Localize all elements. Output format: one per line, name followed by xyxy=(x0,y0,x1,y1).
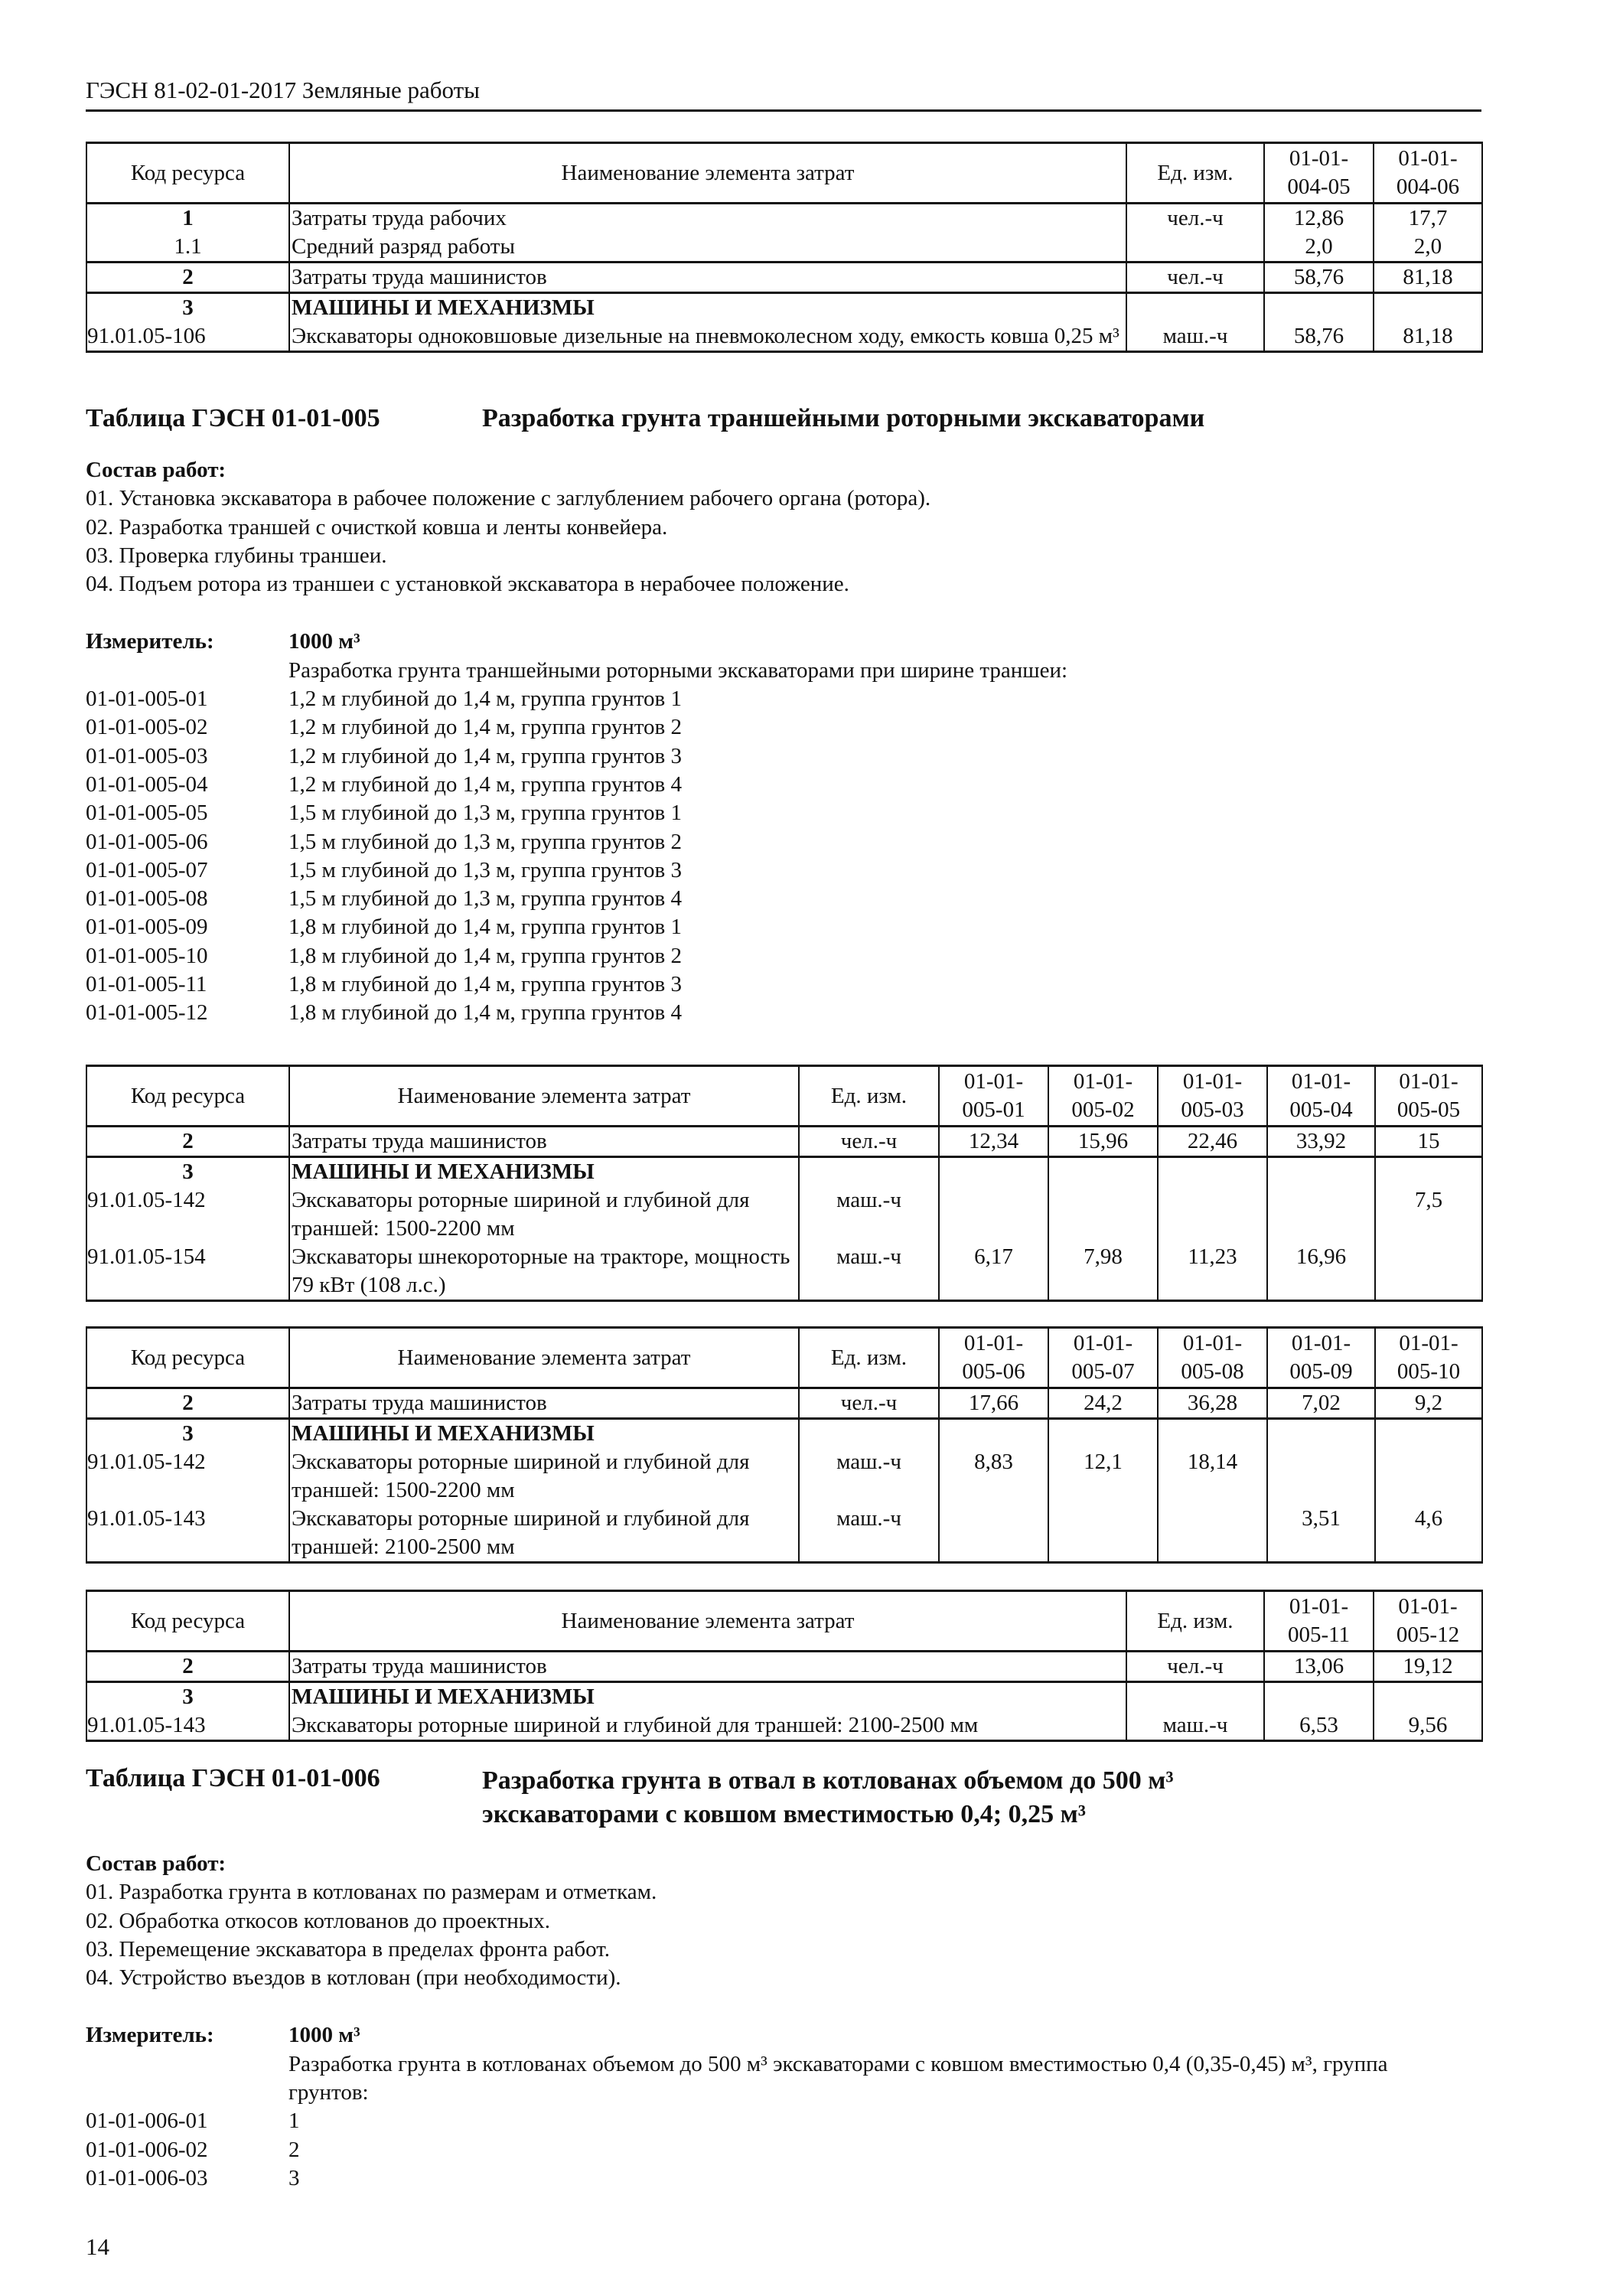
resource-table-005-b xyxy=(86,1326,1481,1564)
column-header: 01-01- 004-05 xyxy=(1264,143,1374,204)
unit xyxy=(1126,1682,1264,1712)
item-code: 01-01-005-05 xyxy=(86,801,208,826)
table-title-line1: Разработка грунта в отвал в котлованах объемом до 500 м³ xyxy=(482,1766,1174,1795)
item-code: 01-01-005-07 xyxy=(86,857,208,882)
norm-value xyxy=(1374,1682,1482,1712)
column-header: Ед. изм. xyxy=(1126,143,1264,204)
resource-code: 91.01.05-143 xyxy=(86,1711,289,1741)
work-step: 04. Устройство въездов в котлован (при необходимости). xyxy=(86,1965,621,1991)
resource-name: Средний разряд работы xyxy=(289,233,1126,263)
unit: маш.-ч xyxy=(1126,322,1264,352)
resource-table xyxy=(86,1326,1483,1564)
item-text: 1,8 м глубиной до 1,4 м, группа грунтов 4 xyxy=(288,1000,682,1026)
table-row xyxy=(86,1388,1482,1419)
list-item xyxy=(86,713,1481,742)
item-code: 01-01-006-02 xyxy=(86,2137,208,2162)
code-list xyxy=(86,685,1481,1028)
list-item xyxy=(86,742,1481,771)
row-group xyxy=(86,1157,1482,1301)
list-item xyxy=(86,2164,1481,2193)
column-header: 01-01- 005-12 xyxy=(1374,1591,1482,1652)
table-number: Таблица ГЭСН 01-01-006 xyxy=(86,1764,380,1792)
measure-row xyxy=(86,2021,1481,2050)
table-row xyxy=(86,293,1482,323)
norm-value xyxy=(939,1505,1048,1563)
list-item xyxy=(86,799,1481,827)
norm-value xyxy=(939,1419,1048,1449)
column-header: Ед. изм. xyxy=(799,1328,939,1388)
section-005 xyxy=(86,404,1481,1028)
page-number: 14 xyxy=(86,2233,109,2260)
norm-value xyxy=(1375,1419,1482,1449)
norm-value: 58,76 xyxy=(1264,263,1374,293)
item-code: 01-01-005-02 xyxy=(86,715,208,740)
item-code: 01-01-005-03 xyxy=(86,743,208,768)
item-text: 1,5 м глубиной до 1,3 м, группа грунтов 4 xyxy=(288,886,682,912)
resource-code: 1.1 xyxy=(86,233,289,263)
column-header: 01-01- 004-06 xyxy=(1374,143,1482,204)
column-header: Наименование элемента затрат xyxy=(289,143,1126,204)
row-group xyxy=(86,263,1482,293)
table-row xyxy=(86,1127,1482,1157)
norm-value: 13,06 xyxy=(1264,1652,1374,1682)
item-text: 1,2 м глубиной до 1,4 м, группа грунтов 1 xyxy=(288,687,682,712)
work-step: 04. Подъем ротора из траншеи с установкой экскаватора в нерабочее положение. xyxy=(86,572,849,597)
works-label: Состав работ: xyxy=(86,458,227,482)
norm-value xyxy=(1158,1419,1267,1449)
item-code: 01-01-005-11 xyxy=(86,972,207,997)
row-group xyxy=(86,1652,1482,1682)
resource-name: Экскаваторы одноковшовые дизельные на пневмоколесном ходу, емкость ковша 0,25 м³ xyxy=(289,322,1126,352)
measure-row xyxy=(86,628,1481,656)
unit: чел.-ч xyxy=(799,1388,939,1419)
item-text: 1,8 м глубиной до 1,4 м, группа грунтов 1 xyxy=(288,915,682,940)
norm-value: 3,51 xyxy=(1267,1505,1375,1563)
norm-value: 17,7 xyxy=(1374,204,1482,233)
list-item xyxy=(86,913,1481,941)
work-step: 01. Установка экскаватора в рабочее положение с заглублением рабочего органа (ротора). xyxy=(86,486,931,511)
unit: маш.-ч xyxy=(799,1448,939,1505)
unit xyxy=(799,1157,939,1187)
norm-value: 12,86 xyxy=(1264,204,1374,233)
work-step: 01. Разработка грунта в котлованах по размерам и отметкам. xyxy=(86,1880,657,1905)
column-header: Код ресурса xyxy=(86,143,289,204)
item-text: 2 xyxy=(288,2137,300,2162)
resource-name: Затраты труда машинистов xyxy=(289,263,1126,293)
norm-value xyxy=(1048,1186,1158,1243)
norm-value: 7,5 xyxy=(1375,1186,1482,1243)
norm-value: 2,0 xyxy=(1264,233,1374,263)
resource-name: Экскаваторы роторные шириной и глубиной для траншей: 2100-2500 мм xyxy=(289,1505,799,1563)
resource-table xyxy=(86,142,1483,353)
norm-value: 81,18 xyxy=(1374,263,1482,293)
unit: чел.-ч xyxy=(1126,1652,1264,1682)
unit: маш.-ч xyxy=(1126,1711,1264,1741)
norm-value: 36,28 xyxy=(1158,1388,1267,1419)
item-text: 1,5 м глубиной до 1,3 м, группа грунтов 3 xyxy=(288,857,682,882)
section-006 xyxy=(86,1764,1481,2193)
unit xyxy=(1126,293,1264,323)
item-code: 01-01-005-08 xyxy=(86,886,208,912)
norm-value xyxy=(1267,1448,1375,1505)
resource-code: 3 xyxy=(86,293,289,323)
norm-value: 4,6 xyxy=(1375,1505,1482,1563)
norm-value: 22,46 xyxy=(1158,1127,1267,1157)
work-step: 03. Перемещение экскаватора в пределах фронта работ. xyxy=(86,1936,610,1962)
norm-value: 8,83 xyxy=(939,1448,1048,1505)
list-item xyxy=(86,970,1481,999)
unit: чел.-ч xyxy=(799,1127,939,1157)
list-item xyxy=(86,685,1481,713)
table-row xyxy=(86,1652,1482,1682)
norm-value xyxy=(1375,1157,1482,1187)
resource-code: 2 xyxy=(86,1127,289,1157)
items-intro: Разработка грунта в котлованах объемом до 500 м³ экскаваторами с ковшом вместимостью 0,4 (0,35-0,45) м³, группа грунтов: xyxy=(288,2051,1388,2105)
column-header: 01-01- 005-07 xyxy=(1048,1328,1158,1388)
item-code: 01-01-005-09 xyxy=(86,915,208,940)
norm-value: 16,96 xyxy=(1267,1243,1375,1301)
list-item xyxy=(86,771,1481,799)
item-code: 01-01-005-10 xyxy=(86,943,208,968)
unit: маш.-ч xyxy=(799,1186,939,1243)
resource-code: 3 xyxy=(86,1419,289,1449)
table-row xyxy=(86,233,1482,263)
item-text: 1,5 м глубиной до 1,3 м, группа грунтов 1 xyxy=(288,801,682,826)
measure-value: 1000 м³ xyxy=(288,629,360,654)
item-code: 01-01-006-03 xyxy=(86,2165,208,2190)
norm-value: 15,96 xyxy=(1048,1127,1158,1157)
column-header: Код ресурса xyxy=(86,1066,289,1127)
unit: чел.-ч xyxy=(1126,204,1264,233)
column-header: 01-01- 005-06 xyxy=(939,1328,1048,1388)
norm-value: 17,66 xyxy=(939,1388,1048,1419)
norm-value: 6,53 xyxy=(1264,1711,1374,1741)
row-group xyxy=(86,1127,1482,1157)
norm-value: 12,1 xyxy=(1048,1448,1158,1505)
resource-code: 1 xyxy=(86,204,289,233)
table-row xyxy=(86,204,1482,233)
norm-value: 58,76 xyxy=(1264,322,1374,352)
resource-table xyxy=(86,1590,1483,1742)
norm-value xyxy=(939,1186,1048,1243)
table-row xyxy=(86,1186,1482,1243)
table-title-line2: экскаваторами с ковшом вместимостью 0,4; 0,25 м³ xyxy=(482,1800,1086,1828)
resource-code: 2 xyxy=(86,263,289,293)
table-number: Таблица ГЭСН 01-01-005 xyxy=(86,404,380,432)
resource-name: МАШИНЫ И МЕХАНИЗМЫ xyxy=(289,293,1126,323)
norm-value: 7,98 xyxy=(1048,1243,1158,1301)
unit: маш.-ч xyxy=(799,1243,939,1301)
list-item xyxy=(86,885,1481,913)
resource-table-005-c xyxy=(86,1590,1481,1742)
table-row xyxy=(86,1682,1482,1712)
norm-value xyxy=(1264,293,1374,323)
item-code: 01-01-005-01 xyxy=(86,687,208,712)
item-text: 1,8 м глубиной до 1,4 м, группа грунтов 3 xyxy=(288,972,682,997)
norm-value: 19,12 xyxy=(1374,1652,1482,1682)
resource-name: Затраты труда машинистов xyxy=(289,1388,799,1419)
norm-value xyxy=(1375,1243,1482,1301)
item-text: 1,5 м глубиной до 1,3 м, группа грунтов 2 xyxy=(288,829,682,854)
running-header: ГЭСН 81-02-01-2017 Земляные работы xyxy=(86,77,480,103)
row-group xyxy=(86,1419,1482,1563)
resource-name: Экскаваторы роторные шириной и глубиной для траншей: 1500-2200 мм xyxy=(289,1186,799,1243)
resource-code: 2 xyxy=(86,1652,289,1682)
norm-value: 15 xyxy=(1375,1127,1482,1157)
resource-name: МАШИНЫ И МЕХАНИЗМЫ xyxy=(289,1419,799,1449)
unit: маш.-ч xyxy=(799,1505,939,1563)
unit: чел.-ч xyxy=(1126,263,1264,293)
norm-value xyxy=(1264,1682,1374,1712)
work-step: 03. Проверка глубины траншеи. xyxy=(86,543,387,568)
table-row xyxy=(86,322,1482,352)
resource-table-004 xyxy=(86,142,1481,353)
column-header: 01-01- 005-02 xyxy=(1048,1066,1158,1127)
resource-name: Экскаваторы роторные шириной и глубиной для траншей: 2100-2500 мм xyxy=(289,1711,1126,1741)
row-group xyxy=(86,204,1482,263)
norm-value: 2,0 xyxy=(1374,233,1482,263)
table-row xyxy=(86,1711,1482,1741)
norm-value: 33,92 xyxy=(1267,1127,1375,1157)
item-text: 1,2 м глубиной до 1,4 м, группа грунтов 4 xyxy=(288,771,682,797)
item-text: 3 xyxy=(288,2165,300,2190)
resource-name: Затраты труда рабочих xyxy=(289,204,1126,233)
column-header: Наименование элемента затрат xyxy=(289,1591,1126,1652)
section-title xyxy=(86,1764,1481,1831)
list-item xyxy=(86,942,1481,970)
unit xyxy=(799,1419,939,1449)
item-text: 1,2 м глубиной до 1,4 м, группа грунтов 2 xyxy=(288,715,682,740)
norm-value xyxy=(1048,1505,1158,1563)
column-header: 01-01- 005-04 xyxy=(1267,1066,1375,1127)
norm-value: 7,02 xyxy=(1267,1388,1375,1419)
norm-value xyxy=(1158,1157,1267,1187)
norm-value xyxy=(1375,1448,1482,1505)
table-row xyxy=(86,1157,1482,1187)
resource-name: МАШИНЫ И МЕХАНИЗМЫ xyxy=(289,1157,799,1187)
measure-label: Измеритель: xyxy=(86,629,214,654)
item-code: 01-01-005-12 xyxy=(86,1000,208,1026)
norm-value xyxy=(1267,1186,1375,1243)
column-header: 01-01- 005-11 xyxy=(1264,1591,1374,1652)
table-row xyxy=(86,1243,1482,1301)
resource-name: Экскаваторы шнекороторные на тракторе, мощность 79 кВт (108 л.с.) xyxy=(289,1243,799,1301)
resource-code: 3 xyxy=(86,1157,289,1187)
items-intro: Разработка грунта траншейными роторными экскаваторами при ширине траншеи: xyxy=(288,657,1068,683)
column-header: Ед. изм. xyxy=(799,1066,939,1127)
table-title: Разработка грунта траншейными роторными экскаваторами xyxy=(482,404,1205,432)
norm-value: 12,34 xyxy=(939,1127,1048,1157)
column-header: 01-01- 005-05 xyxy=(1375,1066,1482,1127)
norm-value: 81,18 xyxy=(1374,322,1482,352)
norm-value xyxy=(1048,1419,1158,1449)
list-item xyxy=(86,856,1481,885)
column-header: 01-01- 005-03 xyxy=(1158,1066,1267,1127)
resource-code: 91.01.05-142 xyxy=(86,1448,289,1505)
works-label: Состав работ: xyxy=(86,1851,227,1876)
unit xyxy=(1126,233,1264,263)
list-item xyxy=(86,999,1481,1027)
column-header: Код ресурса xyxy=(86,1591,289,1652)
row-group xyxy=(86,293,1482,352)
norm-value: 18,14 xyxy=(1158,1448,1267,1505)
column-header: Ед. изм. xyxy=(1126,1591,1264,1652)
resource-table xyxy=(86,1065,1483,1302)
table-row xyxy=(86,1505,1482,1563)
table-row xyxy=(86,1419,1482,1449)
item-code: 01-01-005-06 xyxy=(86,829,208,854)
norm-value xyxy=(1158,1505,1267,1563)
resource-table-005-a xyxy=(86,1065,1481,1302)
works-list xyxy=(86,484,1481,598)
resource-name: Экскаваторы роторные шириной и глубиной для траншей: 1500-2200 мм xyxy=(289,1448,799,1505)
column-header: Код ресурса xyxy=(86,1328,289,1388)
norm-value xyxy=(1374,293,1482,323)
measure-value: 1000 м³ xyxy=(288,2023,360,2048)
norm-value: 11,23 xyxy=(1158,1243,1267,1301)
table-row xyxy=(86,263,1482,293)
column-header: 01-01- 005-08 xyxy=(1158,1328,1267,1388)
work-step: 02. Обработка откосов котлованов до проектных. xyxy=(86,1908,551,1933)
row-group xyxy=(86,1388,1482,1419)
column-header: 01-01- 005-09 xyxy=(1267,1328,1375,1388)
header-rule xyxy=(86,109,1481,112)
resource-name: Затраты труда машинистов xyxy=(289,1127,799,1157)
norm-value xyxy=(1158,1186,1267,1243)
list-item xyxy=(86,828,1481,856)
norm-value xyxy=(1048,1157,1158,1187)
list-item xyxy=(86,2136,1481,2164)
norm-value: 6,17 xyxy=(939,1243,1048,1301)
list-item xyxy=(86,2107,1481,2135)
norm-value xyxy=(1267,1157,1375,1187)
item-text: 1 xyxy=(288,2108,300,2134)
resource-name: Затраты труда машинистов xyxy=(289,1652,1126,1682)
item-code: 01-01-005-04 xyxy=(86,771,208,797)
norm-value xyxy=(1267,1419,1375,1449)
column-header: 01-01- 005-01 xyxy=(939,1066,1048,1127)
works-list xyxy=(86,1878,1481,1992)
code-list xyxy=(86,2107,1481,2193)
resource-code: 2 xyxy=(86,1388,289,1419)
resource-name: МАШИНЫ И МЕХАНИЗМЫ xyxy=(289,1682,1126,1712)
column-header: Наименование элемента затрат xyxy=(289,1066,799,1127)
item-text: 1,8 м глубиной до 1,4 м, группа грунтов 2 xyxy=(288,943,682,968)
column-header: Наименование элемента затрат xyxy=(289,1328,799,1388)
resource-code: 91.01.05-154 xyxy=(86,1243,289,1301)
norm-value: 24,2 xyxy=(1048,1388,1158,1419)
resource-code: 91.01.05-143 xyxy=(86,1505,289,1563)
measure-label: Измеритель: xyxy=(86,2023,214,2048)
resource-code: 91.01.05-142 xyxy=(86,1186,289,1243)
norm-value xyxy=(939,1157,1048,1187)
table-row xyxy=(86,1448,1482,1505)
norm-value: 9,2 xyxy=(1375,1388,1482,1419)
work-step: 02. Разработка траншей с очисткой ковша и ленты конвейера. xyxy=(86,514,668,540)
item-text: 1,2 м глубиной до 1,4 м, группа грунтов 3 xyxy=(288,743,682,768)
column-header: 01-01- 005-10 xyxy=(1375,1328,1482,1388)
resource-code: 91.01.05-106 xyxy=(86,322,289,352)
item-code: 01-01-006-01 xyxy=(86,2108,208,2134)
resource-code: 3 xyxy=(86,1682,289,1712)
row-group xyxy=(86,1682,1482,1741)
section-title xyxy=(86,404,1481,433)
norm-value: 9,56 xyxy=(1374,1711,1482,1741)
